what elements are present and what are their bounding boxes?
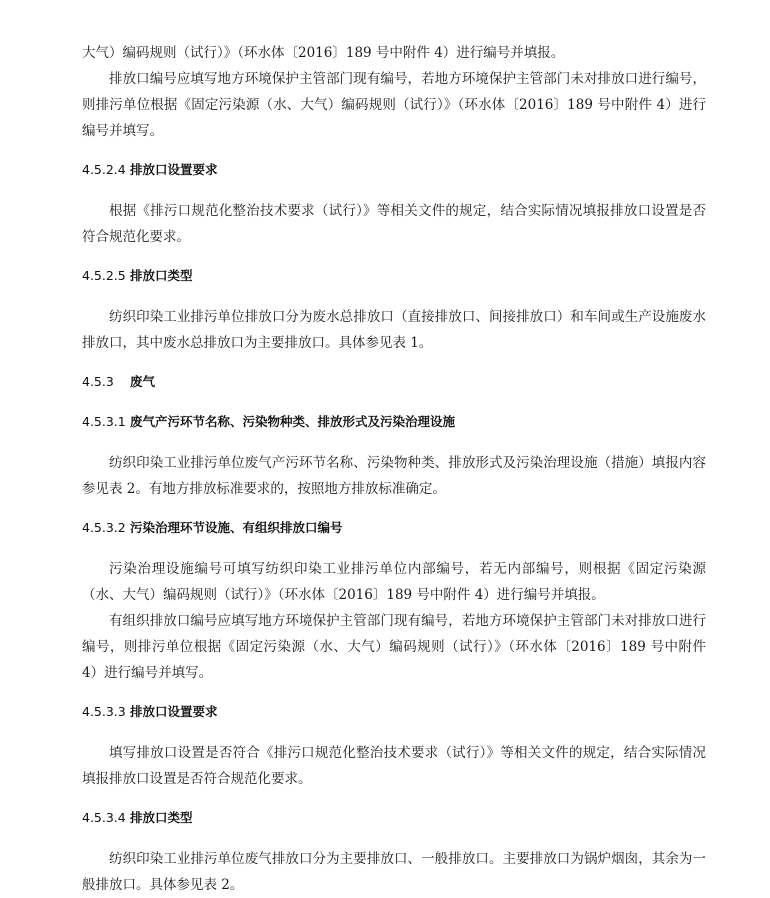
paragraph-outlet-numbering: 排放口编号应填写地方环境保护主管部门现有编号，若地方环境保护主管部门未对排放口进行编号，则排污单位根据《固定污染源（水、大气）编码规则（试行）》（环水体〔2016〕189 号中附件 4）进行编号并填写。 [82,71,706,139]
section-title: 废气 [130,374,156,389]
section-heading-4-5-3-3 [82,700,706,724]
section-heading-4-5-3-4 [82,806,706,830]
section-title: 污染治理环节设施、有组织排放口编号 [130,520,343,535]
paragraph-organized-outlet-numbering: 有组织排放口编号应填写地方环境保护主管部门现有编号，若地方环境保护主管部门未对排放口进行编号，则排污单位根据《固定污染源（水、大气）编码规则（试行）》（环水体〔2016〕189 号中附件 4）进行编号并填写。 [82,613,706,681]
paragraph-outlet-settings: 根据《排污口规范化整治技术要求（试行）》等相关文件的规定，结合实际情况填报排放口设置是否符合规范化要求。 [82,203,706,245]
section-title: 排放口设置要求 [130,704,218,719]
section-number: 4.5.3.1 [82,414,126,429]
section-title: 废气产污环节名称、污染物种类、排放形式及污染治理设施 [130,414,456,429]
paragraph-outlet-types-water: 纺织印染工业排污单位排放口分为废水总排放口（直接排放口、间接排放口）和车间或生产设施废水排放口，其中废水总排放口为主要排放口。具体参见表 1。 [82,309,706,351]
paragraph-gas-sources: 纺织印染工业排污单位废气产污环节名称、污染物种类、排放形式及污染治理设施（措施）填报内容参见表 2。有地方排放标准要求的，按照地方排放标准确定。 [82,455,706,497]
paragraph-gas-outlet-settings: 填写排放口设置是否符合《排污口规范化整治技术要求（试行）》等相关文件的规定，结合实际情况填报排放口设置是否符合规范化要求。 [82,745,706,787]
section-heading-4-5-3-1 [82,410,706,434]
section-number: 4.5.3.4 [82,810,126,825]
section-number: 4.5.3.2 [82,520,126,535]
section-number: 4.5.2.5 [82,268,126,283]
section-title: 排放口类型 [130,810,193,825]
section-number: 4.5.2.4 [82,162,126,177]
section-heading-4-5-3 [82,370,706,394]
paragraph-treatment-numbering: 污染治理设施编号可填写纺织印染工业排污单位内部编号，若无内部编号，则根据《固定污染源（水、大气）编码规则（试行）》（环水体〔2016〕189 号中附件 4）进行编号并填报。 [82,561,706,603]
paragraph-gas-outlet-types: 纺织印染工业排污单位废气排放口分为主要排放口、一般排放口。主要排放口为锅炉烟囱，其余为一般排放口。具体参见表 2。 [82,851,706,893]
paragraph-continued: 大气）编码规则（试行）》（环水体〔2016〕189 号中附件 4）进行编号并填报。 [82,45,565,61]
section-heading-4-5-2-4 [82,158,706,182]
section-number: 4.5.3.3 [82,704,126,719]
section-heading-4-5-3-2 [82,516,706,540]
document-page [82,40,706,898]
section-title: 排放口类型 [130,268,193,283]
section-number: 4.5.3 [82,374,114,389]
section-heading-4-5-2-5 [82,264,706,288]
section-title: 排放口设置要求 [130,162,218,177]
